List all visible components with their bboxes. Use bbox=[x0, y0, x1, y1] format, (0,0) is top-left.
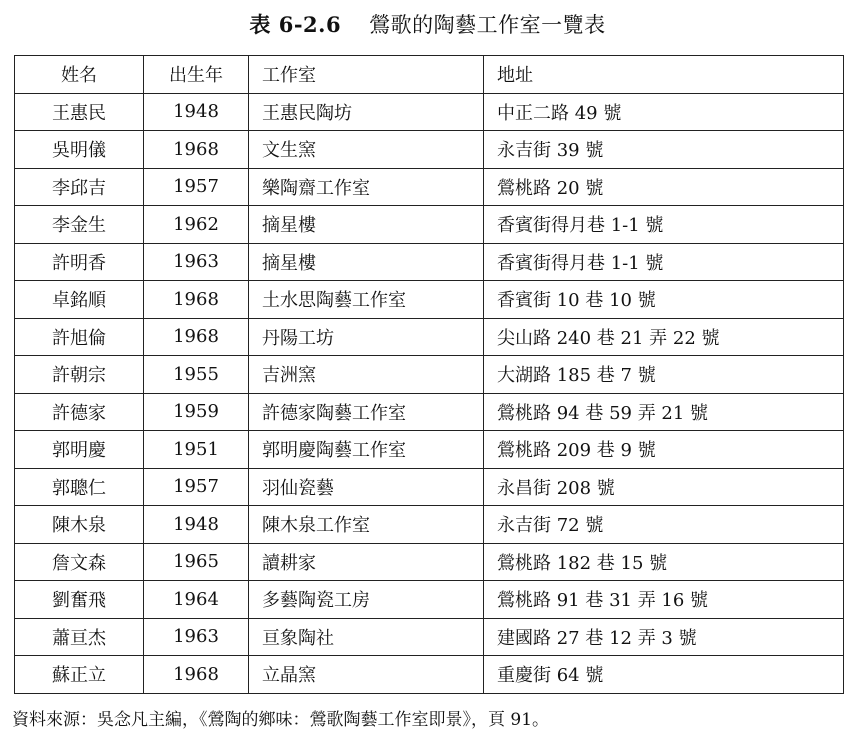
cell-studio: 樂陶齋工作室 bbox=[249, 168, 484, 206]
cell-birth-year: 1957 bbox=[144, 168, 249, 206]
table-row bbox=[15, 131, 844, 169]
table-row bbox=[15, 318, 844, 356]
table-caption: 鶯歌的陶藝工作室一覽表 bbox=[369, 13, 606, 37]
table-title bbox=[0, 10, 855, 40]
cell-address: 大湖路 185 巷 7 號 bbox=[484, 356, 844, 394]
cell-studio: 陳木泉工作室 bbox=[249, 506, 484, 544]
cell-studio: 立晶窯 bbox=[249, 656, 484, 694]
cell-address: 鶯桃路 209 巷 9 號 bbox=[484, 431, 844, 469]
cell-name: 吳明儀 bbox=[15, 131, 144, 169]
cell-name: 劉奮飛 bbox=[15, 581, 144, 619]
cell-name: 蘇正立 bbox=[15, 656, 144, 694]
cell-birth-year: 1965 bbox=[144, 543, 249, 581]
cell-address: 尖山路 240 巷 21 弄 22 號 bbox=[484, 318, 844, 356]
cell-address: 永吉街 72 號 bbox=[484, 506, 844, 544]
cell-name: 郭明慶 bbox=[15, 431, 144, 469]
cell-studio: 羽仙瓷藝 bbox=[249, 468, 484, 506]
cell-name: 許德家 bbox=[15, 393, 144, 431]
cell-studio: 讀耕家 bbox=[249, 543, 484, 581]
cell-birth-year: 1951 bbox=[144, 431, 249, 469]
table-row bbox=[15, 543, 844, 581]
cell-birth-year: 1968 bbox=[144, 131, 249, 169]
cell-address: 鶯桃路 182 巷 15 號 bbox=[484, 543, 844, 581]
cell-address: 鶯桃路 20 號 bbox=[484, 168, 844, 206]
cell-birth-year: 1968 bbox=[144, 318, 249, 356]
cell-birth-year: 1964 bbox=[144, 581, 249, 619]
cell-address: 鶯桃路 94 巷 59 弄 21 號 bbox=[484, 393, 844, 431]
cell-name: 郭聰仁 bbox=[15, 468, 144, 506]
table-row bbox=[15, 168, 844, 206]
cell-birth-year: 1948 bbox=[144, 506, 249, 544]
table-row bbox=[15, 206, 844, 244]
table-header-row bbox=[15, 56, 844, 94]
cell-name: 蕭亘杰 bbox=[15, 618, 144, 656]
cell-studio: 摘星樓 bbox=[249, 206, 484, 244]
table-row bbox=[15, 656, 844, 694]
cell-birth-year: 1968 bbox=[144, 281, 249, 319]
cell-studio: 吉洲窯 bbox=[249, 356, 484, 394]
cell-birth-year: 1968 bbox=[144, 656, 249, 694]
cell-studio: 王惠民陶坊 bbox=[249, 93, 484, 131]
cell-name: 李邱吉 bbox=[15, 168, 144, 206]
header-address: 地址 bbox=[484, 56, 844, 94]
cell-address: 鶯桃路 91 巷 31 弄 16 號 bbox=[484, 581, 844, 619]
cell-studio: 摘星樓 bbox=[249, 243, 484, 281]
cell-address: 永吉街 39 號 bbox=[484, 131, 844, 169]
cell-address: 香賓街得月巷 1-1 號 bbox=[484, 206, 844, 244]
cell-name: 許朝宗 bbox=[15, 356, 144, 394]
header-studio: 工作室 bbox=[249, 56, 484, 94]
cell-name: 王惠民 bbox=[15, 93, 144, 131]
cell-birth-year: 1948 bbox=[144, 93, 249, 131]
cell-studio: 郭明慶陶藝工作室 bbox=[249, 431, 484, 469]
cell-birth-year: 1963 bbox=[144, 618, 249, 656]
table-row bbox=[15, 243, 844, 281]
cell-name: 許旭倫 bbox=[15, 318, 144, 356]
cell-studio: 亘象陶社 bbox=[249, 618, 484, 656]
table-row bbox=[15, 356, 844, 394]
cell-address: 建國路 27 巷 12 弄 3 號 bbox=[484, 618, 844, 656]
cell-birth-year: 1963 bbox=[144, 243, 249, 281]
table-number: 表 6-2.6 bbox=[249, 12, 342, 37]
cell-address: 永昌街 208 號 bbox=[484, 468, 844, 506]
cell-birth-year: 1959 bbox=[144, 393, 249, 431]
cell-address: 中正二路 49 號 bbox=[484, 93, 844, 131]
header-birth-year: 出生年 bbox=[144, 56, 249, 94]
table-row bbox=[15, 393, 844, 431]
table-row bbox=[15, 431, 844, 469]
table-row bbox=[15, 468, 844, 506]
cell-name: 卓銘順 bbox=[15, 281, 144, 319]
cell-studio: 多藝陶瓷工房 bbox=[249, 581, 484, 619]
table-row bbox=[15, 506, 844, 544]
source-note: 資料來源：吳念凡主編，《鶯陶的鄉味：鶯歌陶藝工作室即景》，頁 91。 bbox=[12, 710, 550, 730]
studio-table bbox=[14, 55, 844, 694]
header-name: 姓名 bbox=[15, 56, 144, 94]
cell-address: 香賓街 10 巷 10 號 bbox=[484, 281, 844, 319]
cell-studio: 土水思陶藝工作室 bbox=[249, 281, 484, 319]
cell-name: 許明香 bbox=[15, 243, 144, 281]
cell-studio: 許德家陶藝工作室 bbox=[249, 393, 484, 431]
cell-name: 陳木泉 bbox=[15, 506, 144, 544]
table-body bbox=[15, 93, 844, 693]
cell-birth-year: 1955 bbox=[144, 356, 249, 394]
cell-studio: 文生窯 bbox=[249, 131, 484, 169]
cell-birth-year: 1957 bbox=[144, 468, 249, 506]
table-row bbox=[15, 281, 844, 319]
cell-address: 香賓街得月巷 1-1 號 bbox=[484, 243, 844, 281]
cell-studio: 丹陽工坊 bbox=[249, 318, 484, 356]
cell-address: 重慶街 64 號 bbox=[484, 656, 844, 694]
cell-name: 詹文森 bbox=[15, 543, 144, 581]
table-row bbox=[15, 93, 844, 131]
table-row bbox=[15, 618, 844, 656]
cell-birth-year: 1962 bbox=[144, 206, 249, 244]
cell-name: 李金生 bbox=[15, 206, 144, 244]
table-row bbox=[15, 581, 844, 619]
